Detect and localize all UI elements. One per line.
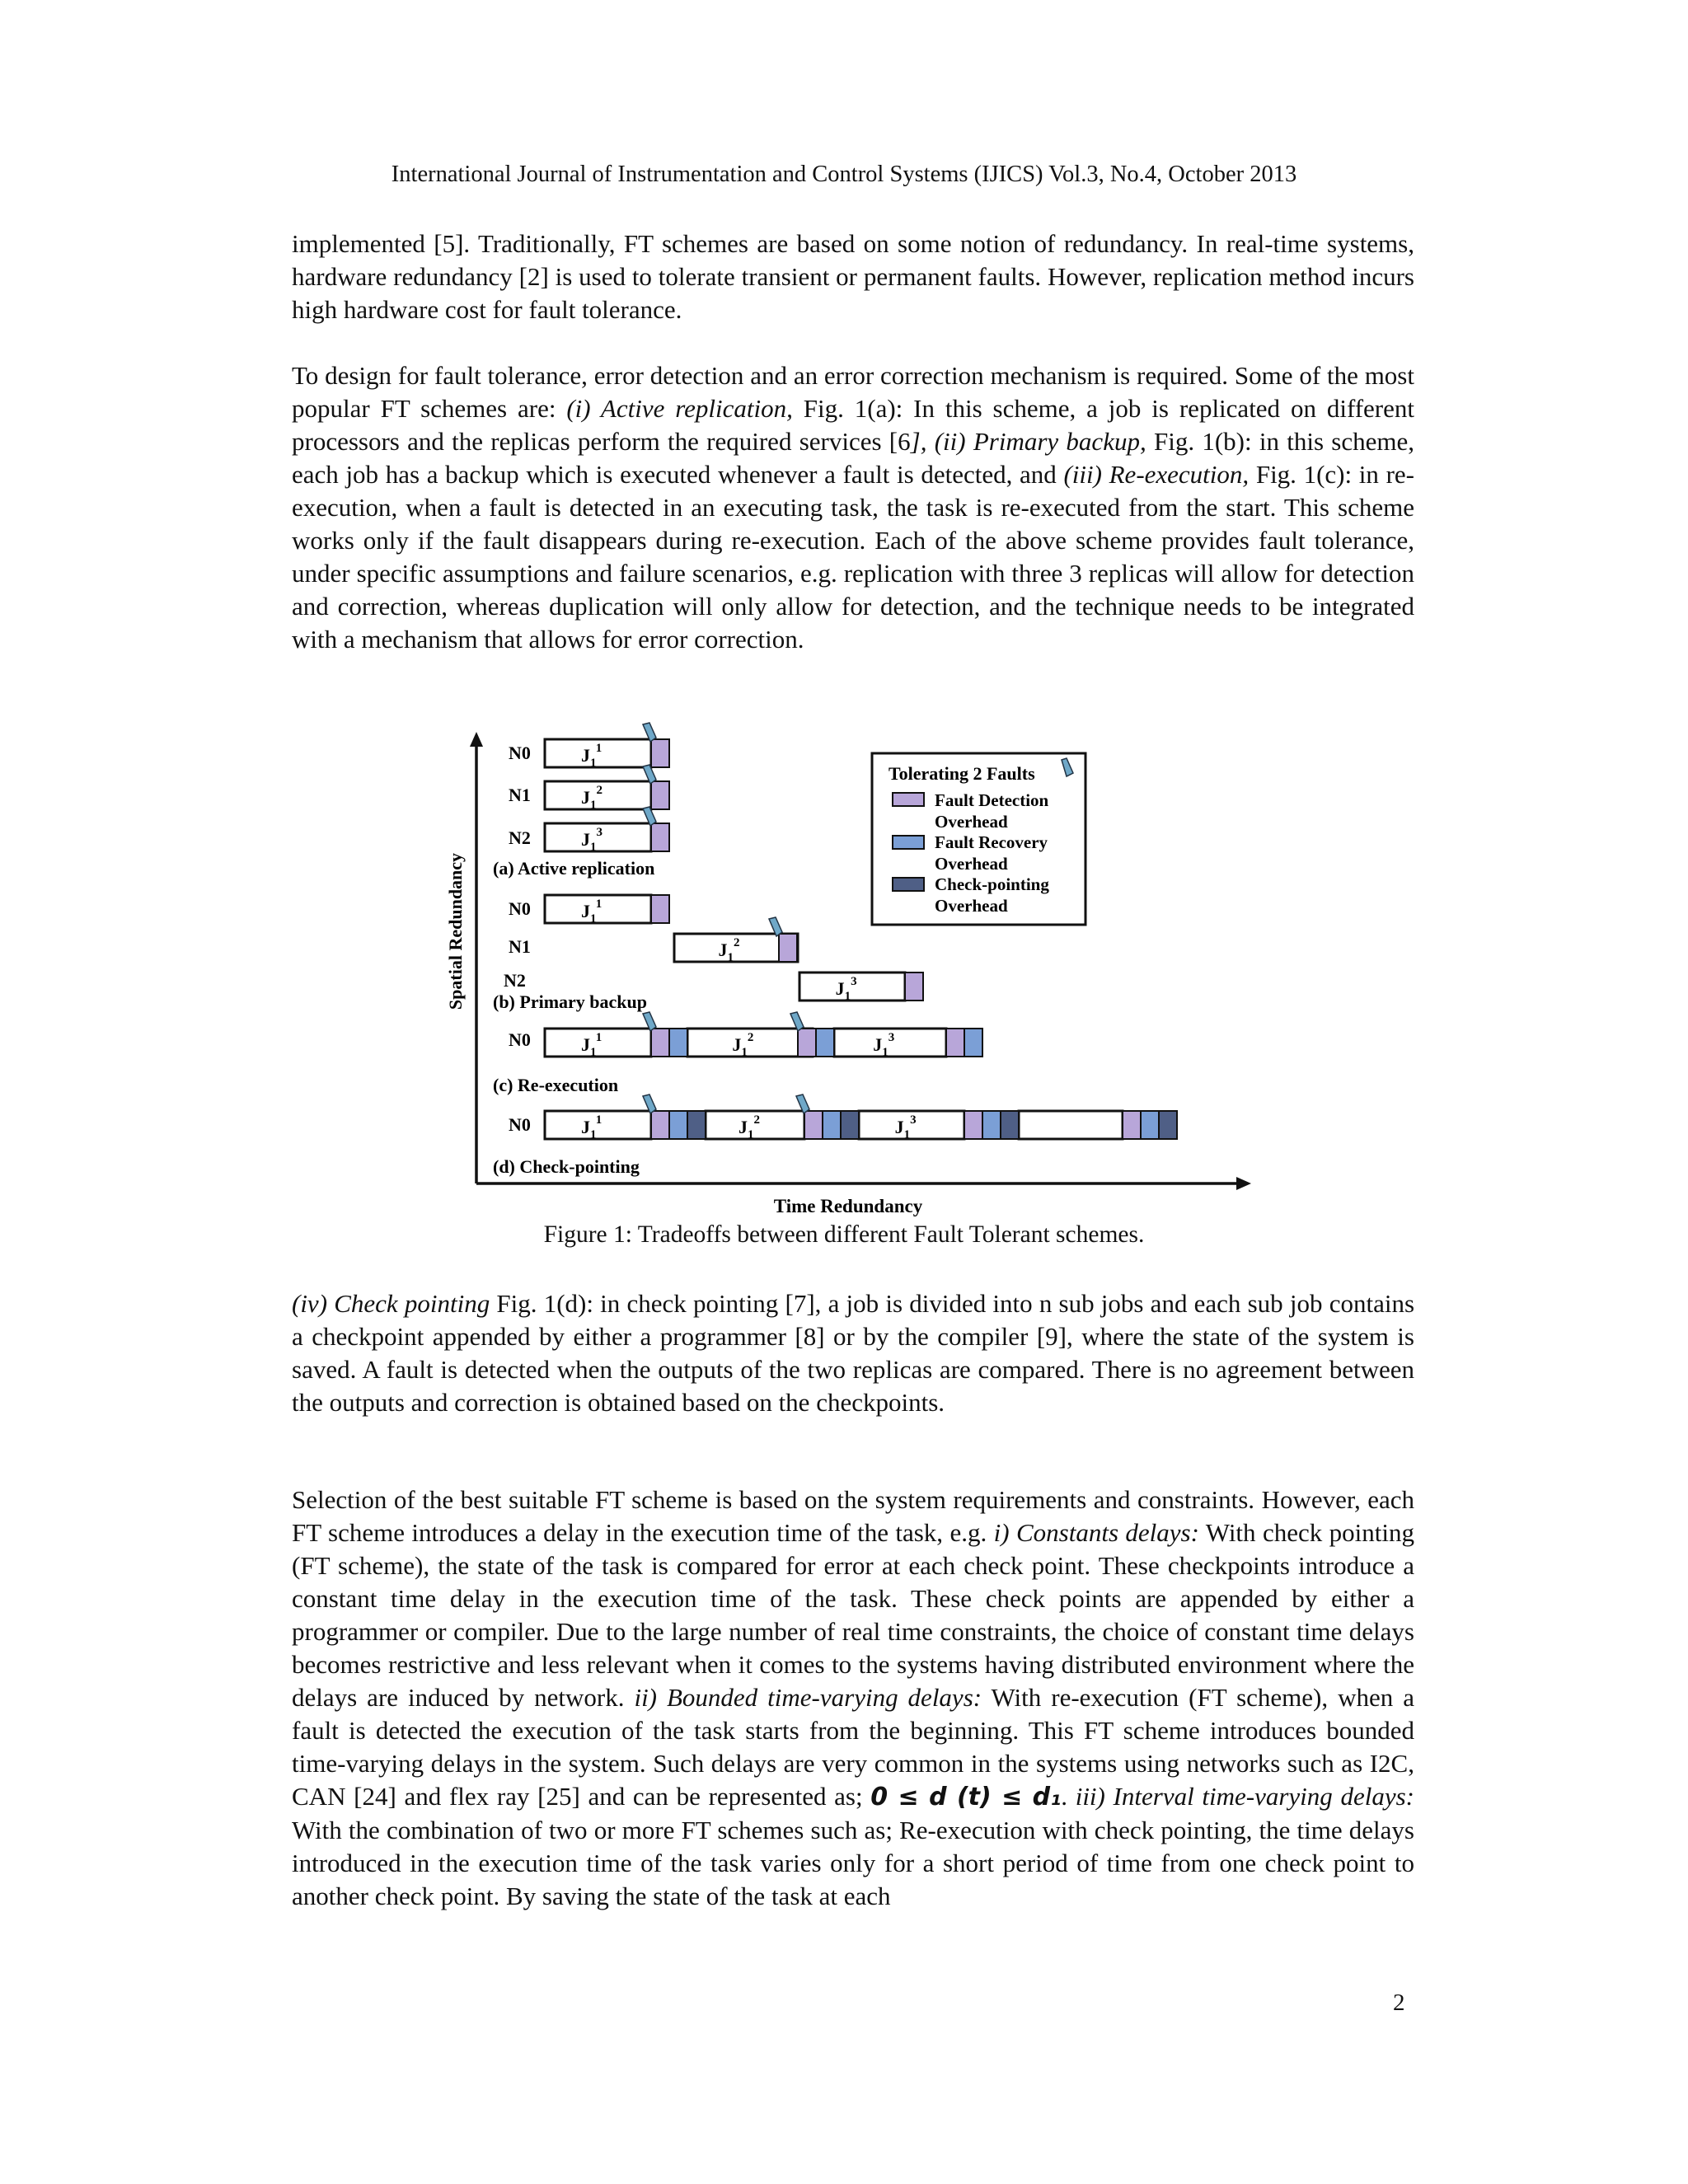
legend-item-label: Fault Detection (935, 790, 1049, 810)
page-number: 2 (1393, 1990, 1405, 2016)
detection-overhead-box (798, 1029, 816, 1057)
legend-item-label: Fault Recovery (935, 832, 1048, 852)
section-label-b: (b) Primary backup (493, 991, 647, 1012)
checkpoint-overhead-box (1159, 1111, 1177, 1139)
section-label-c: (c) Re-execution (493, 1075, 619, 1095)
recovery-overhead-box (669, 1029, 687, 1057)
job-label: $J_1^1$ (581, 742, 603, 770)
node-label: N2 (509, 827, 531, 848)
job-label: $J_1^2$ (738, 1113, 760, 1141)
detection-overhead-box (804, 1111, 823, 1139)
recovery-overhead-box (982, 1111, 1001, 1139)
node-label: N1 (509, 785, 531, 805)
journal-header: International Journal of Instrumentation and Control Systems (IJICS) Vol.3, No.4, October 2013 (391, 162, 1297, 187)
detection-overhead-box (964, 1111, 982, 1139)
legend-title: Tolerating 2 Faults (889, 763, 1035, 784)
section-label-d: (d) Check-pointing (493, 1156, 640, 1177)
job-label: $J_1^2$ (581, 784, 603, 812)
detection-overhead-box (779, 934, 797, 962)
paragraph-3: (iv) Check pointing Fig. 1(d): in check pointing [7], a job is divided into n sub jobs and each sub job contains a checkpoint appended by either a programmer [8] or by the compiler [9], where the state of the system is saved. A fault is detected when the outputs of the two replicas are compared. There is no agreement between the outputs and correction is obtained based on the checkpoints. (292, 1289, 1415, 1417)
node-label: N0 (509, 1114, 531, 1135)
legend-item-label: Overhead (935, 854, 1008, 874)
legend-item-label: Overhead (935, 896, 1008, 916)
node-label: N0 (509, 1029, 531, 1050)
detection-overhead-box (651, 1111, 669, 1139)
detection-overhead-box (651, 823, 669, 851)
job-label: $J_1^3$ (894, 1113, 917, 1141)
paragraph-1: implemented [5]. Traditionally, FT schemes are based on some notion of redundancy. In real-time systems, hardware redundancy [2] is used to tolerate transient or permanent faults. However, replication method incurs high hardware cost for fault tolerance. (292, 229, 1414, 324)
legend-item-label: Check-pointing (935, 874, 1049, 894)
y-axis-label: Spatial Redundancy (445, 852, 466, 1010)
recovery-overhead-box (1141, 1111, 1159, 1139)
job-label: $J_1^3$ (873, 1031, 895, 1059)
recovery-overhead-box (823, 1111, 841, 1139)
legend-swatch-recovery (893, 836, 924, 849)
y-axis-arrow (470, 732, 483, 747)
node-label: N0 (509, 898, 531, 919)
detection-overhead-box (946, 1029, 964, 1057)
job-label: $J_1^1$ (581, 1113, 603, 1141)
x-axis-arrow (1236, 1177, 1251, 1190)
node-label: N2 (504, 970, 526, 991)
legend-item-label: Overhead (935, 812, 1008, 832)
recovery-overhead-box (964, 1029, 982, 1057)
job-box (1019, 1111, 1123, 1139)
x-axis-label: Time Redundancy (773, 1196, 923, 1216)
job-label: $J_1^1$ (581, 898, 603, 926)
figure-caption: Figure 1: Tradeoffs between different Fault Tolerant schemes. (543, 1221, 1145, 1248)
section-label-a: (a) Active replication (493, 858, 655, 879)
legend-swatch-detection (893, 793, 924, 806)
job-label: $J_1^3$ (835, 975, 857, 1003)
checkpoint-overhead-box (687, 1111, 706, 1139)
node-label: N0 (509, 743, 531, 763)
detection-overhead-box (651, 739, 669, 767)
legend-swatch-checkpoint (893, 878, 924, 891)
detection-overhead-box (651, 1029, 669, 1057)
job-label: $J_1^3$ (581, 826, 603, 854)
checkpoint-overhead-box (1001, 1111, 1019, 1139)
recovery-overhead-box (669, 1111, 687, 1139)
recovery-overhead-box (816, 1029, 834, 1057)
detection-overhead-box (651, 895, 669, 923)
node-label: N1 (509, 936, 531, 957)
delay-bound-formula: 0 ≤ d (t) ≤ d₁ (870, 1783, 1062, 1811)
paragraph-4: Selection of the best suitable FT scheme is based on the system requirements and constraints. However, each FT scheme introduces a delay in the execution time of the task, e.g. i) Constants delays: With check pointing (FT scheme), the state of the task is compared for error at each check point. These checkpoints introduce a constant time delay in the execution time of the task. These check points are appended by either a programmer or compiler. Due to the large number of real time constraints, the choice of constant time delays becomes restrictive and less relevant when it comes to the systems having distributed environment where the delays are induced by network. ii) Bounded time-varying delays: With re-execution (FT scheme), when a fault is detected the execution of the task starts from the beginning. This FT scheme introduces bounded time-varying delays in the system. Such delays are very common in the systems using networks such as I2C, CAN [24] and flex ray [25] and can be represented as; 0 ≤ d (t) ≤ d₁. iii) Interval time-varying delays: With the combination of two or more FT schemes such as; Re-execution with check pointing, the time delays introduced in the execution time of the task varies only for a short period of time from one check point to another check point. By saving the state of the task at each (292, 1485, 1414, 1910)
detection-overhead-box (1123, 1111, 1141, 1139)
job-label: $J_1^2$ (732, 1031, 754, 1059)
job-label: $J_1^1$ (581, 1031, 603, 1059)
checkpoint-overhead-box (841, 1111, 859, 1139)
detection-overhead-box (905, 972, 923, 1001)
job-label: $J_1^2$ (718, 936, 740, 964)
detection-overhead-box (651, 781, 669, 809)
paragraph-2: To design for fault tolerance, error detection and an error correction mechanism is required. Some of the most popular FT schemes are: (i) Active replication, Fig. 1(a): In this scheme, a job is replicated on different processors and the replicas perform the required services [6], (ii) Primary backup, Fig. 1(b): in this scheme, each job has a backup which is executed whenever a fault is detected, and (iii) Re-execution, Fig. 1(c): in re-execution, when a fault is detected in an executing task, the task is re-executed from the start. This scheme works only if the fault disappears during re-execution. Each of the above scheme provides fault tolerance, under specific assumptions and failure scenarios, e.g. replication with three 3 replicas will allow for detection and correction, whereas duplication will only allow for detection, and the technique needs to be integrated with a mechanism that allows for error correction. (292, 361, 1414, 654)
